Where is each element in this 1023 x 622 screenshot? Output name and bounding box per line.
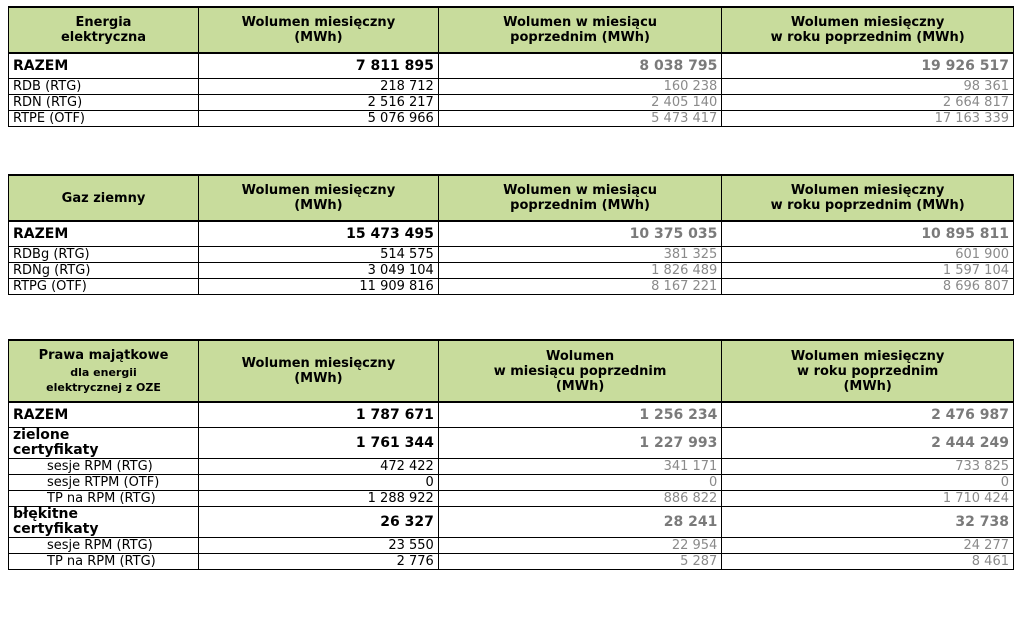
cell-prev-month: 341 171 — [438, 459, 722, 475]
prawa-title-cell — [9, 340, 199, 402]
row-label: sesje RPM (RTG) — [9, 459, 199, 475]
cell-current: 1 787 671 — [199, 402, 439, 428]
cell-current: 3 049 104 — [199, 263, 439, 279]
table-row — [9, 247, 1014, 263]
gaz-title: Gaz ziemny — [9, 175, 199, 221]
cell-current: 1 761 344 — [199, 428, 439, 459]
header-prev-year-volume: Wolumen miesięczny w roku poprzednim (MWh) — [722, 7, 1014, 53]
prawa-table — [8, 339, 1014, 570]
cell-current: 1 288 922 — [199, 491, 439, 507]
cell-prev-month: 1 256 234 — [438, 402, 722, 428]
table-row — [9, 402, 1014, 428]
table-row — [9, 221, 1014, 247]
header-prev-year-volume: Wolumen miesięczny w roku poprzednim (MWh) — [722, 340, 1014, 402]
row-label: RDNg (RTG) — [9, 263, 199, 279]
header-monthly-volume: Wolumen miesięczny (MWh) — [199, 175, 439, 221]
cell-prev-month: 160 238 — [438, 79, 722, 95]
row-label: RAZEM — [9, 221, 199, 247]
prawa-subtitle: dla energii elektrycznej z OZE — [46, 365, 161, 394]
cell-current: 218 712 — [199, 79, 439, 95]
row-label: RDBg (RTG) — [9, 247, 199, 263]
header-prev-month-volume: Wolumen w miesiącu poprzednim (MWh) — [438, 7, 722, 53]
header-monthly-volume: Wolumen miesięczny (MWh) — [199, 340, 439, 402]
row-label: błękitne certyfikaty — [9, 507, 199, 538]
cell-prev-year: 2 664 817 — [722, 95, 1014, 111]
cell-prev-year: 98 361 — [722, 79, 1014, 95]
table-row — [9, 428, 1014, 459]
cell-prev-year: 32 738 — [722, 507, 1014, 538]
row-label: RTPG (OTF) — [9, 279, 199, 295]
cell-prev-month: 28 241 — [438, 507, 722, 538]
row-label: zielone certyfikaty — [9, 428, 199, 459]
cell-current: 26 327 — [199, 507, 439, 538]
table-row — [9, 279, 1014, 295]
table-row — [9, 95, 1014, 111]
table-row — [9, 507, 1014, 538]
header-prev-month-volume: Wolumen w miesiącu poprzednim (MWh) — [438, 175, 722, 221]
cell-prev-month: 22 954 — [438, 538, 722, 554]
row-label: sesje RTPM (OTF) — [9, 475, 199, 491]
cell-prev-month: 5 473 417 — [438, 111, 722, 127]
row-label: RTPE (OTF) — [9, 111, 199, 127]
cell-current: 514 575 — [199, 247, 439, 263]
cell-current: 11 909 816 — [199, 279, 439, 295]
cell-prev-year: 2 444 249 — [722, 428, 1014, 459]
cell-prev-month: 1 227 993 — [438, 428, 722, 459]
row-label: TP na RPM (RTG) — [9, 554, 199, 570]
cell-prev-month: 381 325 — [438, 247, 722, 263]
row-label: RDN (RTG) — [9, 95, 199, 111]
cell-prev-month: 10 375 035 — [438, 221, 722, 247]
prawa-title: Prawa majątkowe — [38, 347, 169, 363]
cell-prev-month: 5 287 — [438, 554, 722, 570]
cell-prev-month: 0 — [438, 475, 722, 491]
cell-current: 23 550 — [199, 538, 439, 554]
header-prev-month-volume: Wolumen w miesiącu poprzednim (MWh) — [438, 340, 722, 402]
cell-prev-year: 24 277 — [722, 538, 1014, 554]
table-row — [9, 459, 1014, 475]
cell-prev-month: 8 167 221 — [438, 279, 722, 295]
cell-prev-year: 733 825 — [722, 459, 1014, 475]
cell-current: 7 811 895 — [199, 53, 439, 79]
cell-prev-year: 2 476 987 — [722, 402, 1014, 428]
row-label: TP na RPM (RTG) — [9, 491, 199, 507]
row-label: RAZEM — [9, 53, 199, 79]
cell-current: 15 473 495 — [199, 221, 439, 247]
energia-title: Energia elektryczna — [9, 7, 199, 53]
cell-current: 2 516 217 — [199, 95, 439, 111]
cell-prev-year: 8 696 807 — [722, 279, 1014, 295]
cell-prev-year: 601 900 — [722, 247, 1014, 263]
cell-current: 472 422 — [199, 459, 439, 475]
cell-current: 5 076 966 — [199, 111, 439, 127]
table-row — [9, 79, 1014, 95]
cell-prev-year: 8 461 — [722, 554, 1014, 570]
cell-prev-year: 1 597 104 — [722, 263, 1014, 279]
table-row — [9, 263, 1014, 279]
row-label: RAZEM — [9, 402, 199, 428]
cell-prev-month: 8 038 795 — [438, 53, 722, 79]
table-row — [9, 53, 1014, 79]
cell-prev-year: 19 926 517 — [722, 53, 1014, 79]
cell-current: 2 776 — [199, 554, 439, 570]
row-label: RDB (RTG) — [9, 79, 199, 95]
gaz-table — [8, 174, 1014, 295]
cell-prev-year: 10 895 811 — [722, 221, 1014, 247]
cell-prev-month: 886 822 — [438, 491, 722, 507]
table-row — [9, 491, 1014, 507]
table-row — [9, 475, 1014, 491]
table-row — [9, 554, 1014, 570]
cell-prev-month: 1 826 489 — [438, 263, 722, 279]
header-prev-year-volume: Wolumen miesięczny w roku poprzednim (MWh) — [722, 175, 1014, 221]
header-monthly-volume: Wolumen miesięczny (MWh) — [199, 7, 439, 53]
cell-prev-year: 1 710 424 — [722, 491, 1014, 507]
row-label: sesje RPM (RTG) — [9, 538, 199, 554]
table-row — [9, 538, 1014, 554]
cell-prev-year: 17 163 339 — [722, 111, 1014, 127]
energia-table — [8, 6, 1014, 127]
cell-prev-month: 2 405 140 — [438, 95, 722, 111]
cell-current: 0 — [199, 475, 439, 491]
table-row — [9, 111, 1014, 127]
cell-prev-year: 0 — [722, 475, 1014, 491]
